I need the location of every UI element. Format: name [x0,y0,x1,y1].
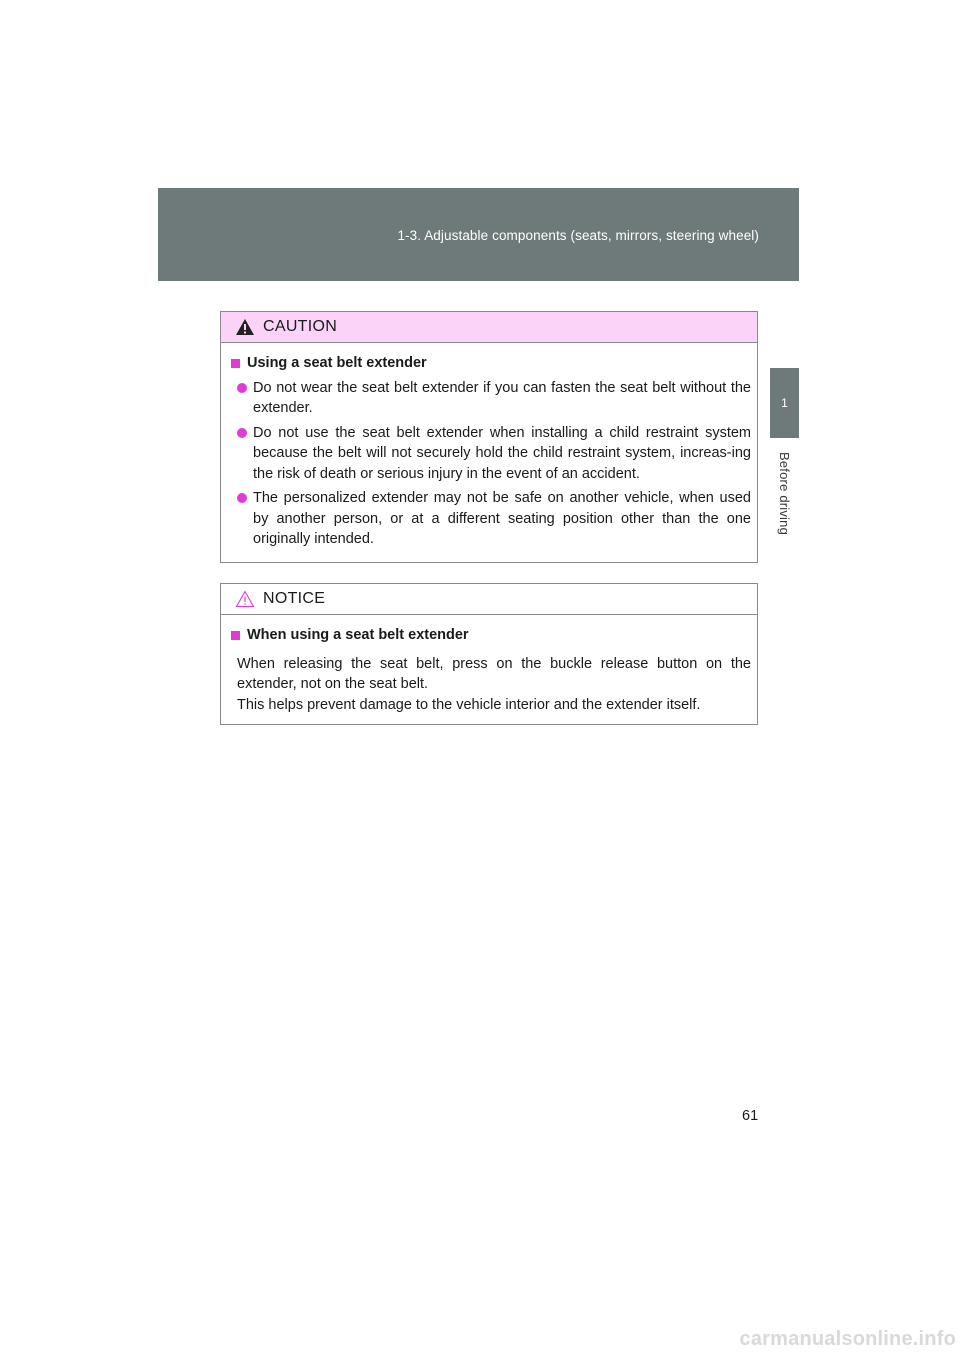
caution-bullet [231,488,751,550]
caution-bullet [231,423,751,485]
caution-bullet-text: Do not wear the seat belt extender if you can fasten the seat belt without the extender. [253,379,751,416]
caution-body [221,343,757,550]
caution-bullet-text: The personalized extender may not be safe on another vehicle, when used by another person, or at a different seating position other than the one originally intended. [253,490,751,547]
notice-section-title-text: When using a seat belt extender [247,627,469,643]
page-number: 61 [742,1108,759,1124]
notice-heading: NOTICE [263,590,326,607]
notice-section-title [231,625,751,646]
caution-bullet [231,378,751,419]
header-band [158,188,799,281]
notice-line: When releasing the seat belt, press on the buckle release button on the extender, not on the seat belt. [237,655,751,692]
round-bullet-icon [237,428,247,438]
warning-outline-icon [235,590,255,608]
notice-line: This helps prevent damage to the vehicle interior and the extender itself. [237,696,701,713]
notice-header [221,584,757,615]
warning-triangle-icon [235,318,255,336]
notice-box [220,583,758,725]
notice-body [221,615,757,715]
caution-section-title [231,353,751,374]
caution-bullet-text: Do not use the seat belt extender when installing a child restraint system because the belt will not securely hold the child restraint system, increas-ing the risk of death or serious injury in the event of an accident. [253,424,751,482]
chapter-number: 1 [781,396,788,410]
caution-header [221,312,757,343]
watermark: carmanualsonline.info [739,1328,956,1350]
round-bullet-icon [237,383,247,393]
caution-box [220,311,758,563]
caution-section-title-text: Using a seat belt extender [247,355,427,371]
square-bullet-icon [231,631,240,640]
chapter-tab [770,368,799,438]
chapter-label: Before driving [777,452,792,536]
caution-heading: CAUTION [263,318,338,335]
notice-paragraph [231,654,751,716]
round-bullet-icon [237,493,247,503]
header-title: 1-3. Adjustable components (seats, mirrors, steering wheel) [397,228,759,243]
square-bullet-icon [231,359,240,368]
